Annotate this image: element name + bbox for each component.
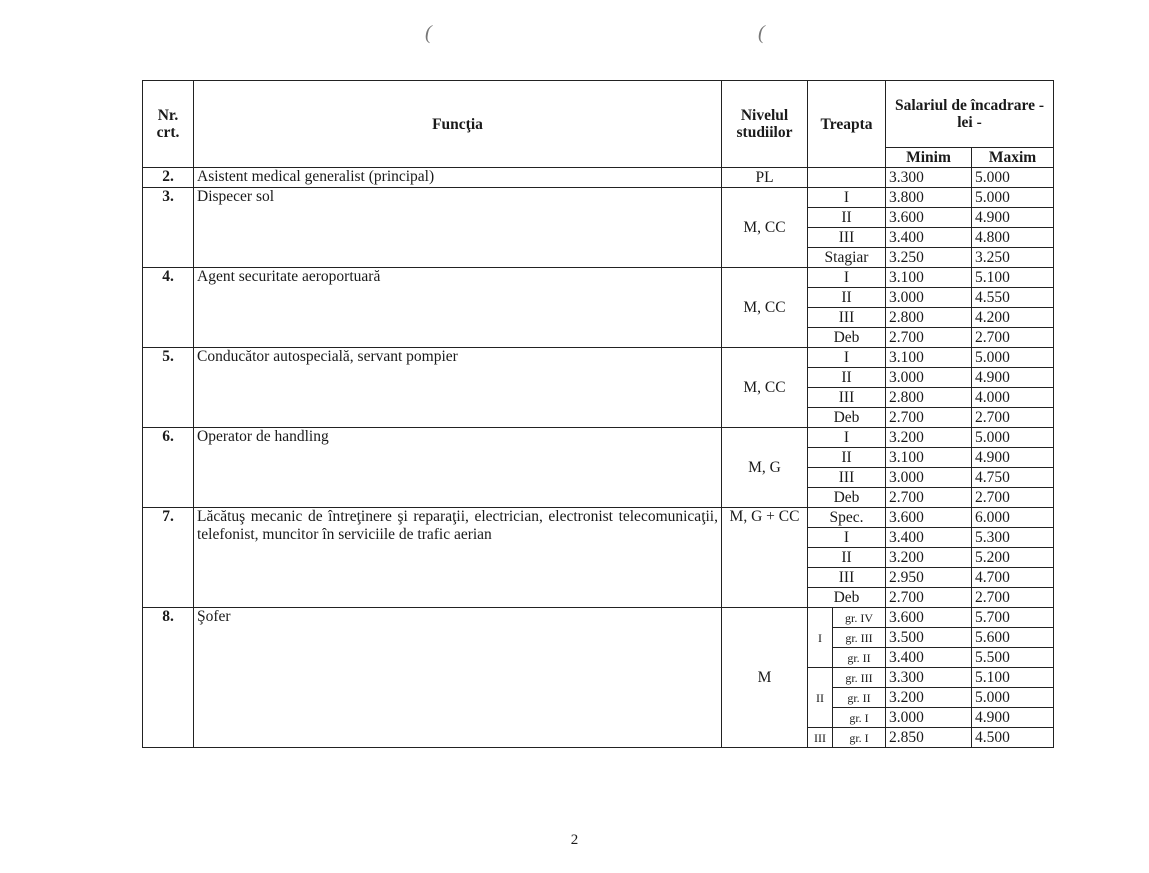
table-row: [143, 168, 1054, 188]
min-cell: 2.800: [886, 388, 972, 408]
max-cell: 5.100: [972, 268, 1054, 288]
treapta-cell: II: [808, 288, 886, 308]
max-cell: 4.900: [972, 368, 1054, 388]
function-cell: Agent securitate aeroportuară: [194, 268, 722, 348]
min-cell: 3.100: [886, 448, 972, 468]
function-cell: Dispecer sol: [194, 188, 722, 268]
min-cell: 3.300: [886, 668, 972, 688]
min-cell: 3.000: [886, 288, 972, 308]
max-cell: 4.550: [972, 288, 1054, 308]
min-cell: 2.950: [886, 568, 972, 588]
treapta-group: III: [808, 728, 833, 748]
treapta-cell: I: [808, 428, 886, 448]
scan-mark: (: [758, 22, 765, 44]
header-nivel: Nivelul studiilor: [722, 81, 808, 168]
max-cell: 5.300: [972, 528, 1054, 548]
min-cell: 3.200: [886, 548, 972, 568]
max-cell: 4.000: [972, 388, 1054, 408]
min-cell: 3.200: [886, 428, 972, 448]
treapta-cell: I: [808, 188, 886, 208]
treapta-cell: Stagiar: [808, 248, 886, 268]
treapta-cell: II: [808, 208, 886, 228]
max-cell: 2.700: [972, 488, 1054, 508]
min-cell: 3.600: [886, 208, 972, 228]
row-number: 4.: [143, 268, 194, 348]
treapta-cell: II: [808, 548, 886, 568]
page-number: 2: [570, 832, 579, 848]
min-cell: 3.600: [886, 508, 972, 528]
max-cell: 5.000: [972, 188, 1054, 208]
min-cell: 3.200: [886, 688, 972, 708]
study-level: M, CC: [722, 348, 808, 428]
table-row: [143, 608, 1054, 628]
row-number: 3.: [143, 188, 194, 268]
header-functia: Funcţia: [194, 81, 722, 168]
study-level: M, CC: [722, 188, 808, 268]
min-cell: 3.100: [886, 268, 972, 288]
min-cell: 3.400: [886, 228, 972, 248]
row-number: 5.: [143, 348, 194, 428]
treapta-cell: Deb: [808, 588, 886, 608]
min-cell: 3.000: [886, 468, 972, 488]
grade-cell: gr. II: [833, 688, 886, 708]
max-cell: 4.900: [972, 208, 1054, 228]
treapta-cell: I: [808, 348, 886, 368]
treapta-group: I: [808, 608, 833, 668]
treapta-cell: III: [808, 308, 886, 328]
min-cell: 2.700: [886, 588, 972, 608]
max-cell: 5.700: [972, 608, 1054, 628]
header-minim: Minim: [886, 148, 972, 168]
min-cell: 3.400: [886, 648, 972, 668]
row-number: 2.: [143, 168, 194, 188]
table-row: [143, 428, 1054, 448]
function-cell: Asistent medical generalist (principal): [194, 168, 722, 188]
min-cell: 3.400: [886, 528, 972, 548]
min-cell: 2.700: [886, 408, 972, 428]
treapta-cell: II: [808, 368, 886, 388]
treapta-cell: Deb: [808, 408, 886, 428]
treapta-cell: I: [808, 268, 886, 288]
max-cell: 5.000: [972, 348, 1054, 368]
treapta-group: II: [808, 668, 833, 728]
scan-mark: (: [425, 22, 432, 44]
header-salariu: Salariul de încadrare - lei -: [886, 81, 1054, 148]
min-cell: 3.000: [886, 368, 972, 388]
max-cell: 4.700: [972, 568, 1054, 588]
min-cell: 3.500: [886, 628, 972, 648]
function-cell: Lăcătuş mecanic de întreţinere şi reparaţii, electrician, electronist telecomunicaţii, telefonist, muncitor în serviciile de trafic aerian: [194, 508, 722, 608]
header-treapta: Treapta: [808, 81, 886, 168]
max-cell: 6.000: [972, 508, 1054, 528]
function-cell: Operator de handling: [194, 428, 722, 508]
max-cell: 5.600: [972, 628, 1054, 648]
row-number: 7.: [143, 508, 194, 608]
salary-table: [142, 80, 1054, 748]
treapta-cell: [808, 168, 886, 188]
max-cell: 4.800: [972, 228, 1054, 248]
table-row: [143, 508, 1054, 528]
max-cell: 2.700: [972, 328, 1054, 348]
min-cell: 3.100: [886, 348, 972, 368]
grade-cell: gr. III: [833, 668, 886, 688]
max-cell: 4.750: [972, 468, 1054, 488]
min-cell: 2.700: [886, 488, 972, 508]
min-cell: 3.300: [886, 168, 972, 188]
function-cell: Şofer: [194, 608, 722, 748]
treapta-cell: II: [808, 448, 886, 468]
treapta-cell: Deb: [808, 488, 886, 508]
max-cell: 5.500: [972, 648, 1054, 668]
max-cell: 2.700: [972, 408, 1054, 428]
max-cell: 5.100: [972, 668, 1054, 688]
table-row: [143, 348, 1054, 368]
grade-cell: gr. I: [833, 728, 886, 748]
max-cell: 3.250: [972, 248, 1054, 268]
min-cell: 2.800: [886, 308, 972, 328]
treapta-cell: III: [808, 468, 886, 488]
row-number: 8.: [143, 608, 194, 748]
treapta-cell: Spec.: [808, 508, 886, 528]
treapta-cell: III: [808, 228, 886, 248]
header-nr: Nr. crt.: [143, 81, 194, 168]
min-cell: 2.700: [886, 328, 972, 348]
study-level: M, CC: [722, 268, 808, 348]
treapta-cell: I: [808, 528, 886, 548]
row-number: 6.: [143, 428, 194, 508]
max-cell: 5.000: [972, 168, 1054, 188]
study-level: PL: [722, 168, 808, 188]
table-row: [143, 268, 1054, 288]
max-cell: 5.200: [972, 548, 1054, 568]
max-cell: 4.200: [972, 308, 1054, 328]
grade-cell: gr. II: [833, 648, 886, 668]
treapta-cell: Deb: [808, 328, 886, 348]
min-cell: 2.850: [886, 728, 972, 748]
max-cell: 4.900: [972, 708, 1054, 728]
min-cell: 3.250: [886, 248, 972, 268]
min-cell: 3.600: [886, 608, 972, 628]
max-cell: 5.000: [972, 428, 1054, 448]
treapta-cell: III: [808, 568, 886, 588]
treapta-cell: III: [808, 388, 886, 408]
max-cell: 5.000: [972, 688, 1054, 708]
study-level: M: [722, 608, 808, 748]
min-cell: 3.000: [886, 708, 972, 728]
min-cell: 3.800: [886, 188, 972, 208]
max-cell: 4.900: [972, 448, 1054, 468]
function-cell: Conducător autospecială, servant pompier: [194, 348, 722, 428]
study-level: M, G: [722, 428, 808, 508]
max-cell: 4.500: [972, 728, 1054, 748]
study-level: M, G + CC: [722, 508, 808, 608]
header-maxim: Maxim: [972, 148, 1054, 168]
table-row: [143, 188, 1054, 208]
grade-cell: gr. I: [833, 708, 886, 728]
grade-cell: gr. III: [833, 628, 886, 648]
grade-cell: gr. IV: [833, 608, 886, 628]
max-cell: 2.700: [972, 588, 1054, 608]
